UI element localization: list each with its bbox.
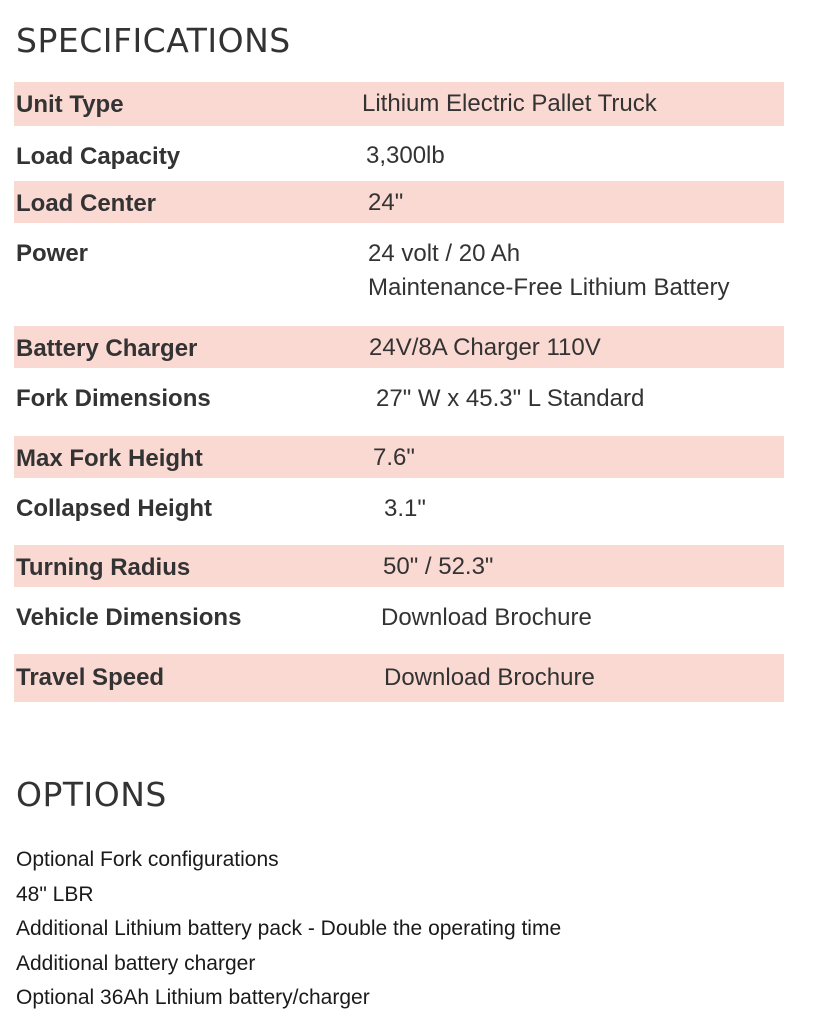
spec-value: Download Brochure <box>381 604 592 631</box>
spec-label: Collapsed Height <box>16 495 213 522</box>
spec-row-load-capacity <box>14 126 784 181</box>
spec-row-vehicle-dimensions <box>14 587 784 654</box>
spec-label: Power <box>16 240 89 267</box>
spec-label: Fork Dimensions <box>16 385 211 412</box>
spec-value <box>368 237 730 305</box>
spec-label: Travel Speed <box>16 664 165 691</box>
spec-row-load-center <box>14 181 784 223</box>
spec-label: Vehicle Dimensions <box>16 604 242 631</box>
list-item: Additional battery charger <box>16 951 256 975</box>
list-item: Optional Fork configurations <box>16 848 279 871</box>
spec-value-line: Maintenance-Free Lithium Battery <box>368 274 730 301</box>
spec-row-fork-dimensions <box>14 368 784 436</box>
specifications-heading: SPECIFICATIONS <box>16 21 291 60</box>
spec-label: Turning Radius <box>16 554 191 581</box>
list-item: Optional 36Ah Lithium battery/charger <box>16 986 370 1009</box>
spec-value: 24V/8A Charger 110V <box>369 334 601 361</box>
spec-value: 24" <box>368 189 404 216</box>
spec-row-collapsed-height <box>14 478 784 545</box>
spec-value: Download Brochure <box>384 664 595 691</box>
options-list <box>16 843 561 1016</box>
spec-value: 50" / 52.3" <box>383 553 494 580</box>
spec-value: 7.6" <box>373 444 415 471</box>
spec-value: 3.1" <box>384 495 426 522</box>
spec-label: Battery Charger <box>16 335 198 362</box>
specifications-table <box>14 82 784 702</box>
spec-value: 27" W x 45.3" L Standard <box>376 385 645 412</box>
list-item: 48" LBR <box>16 882 94 906</box>
spec-row-battery-charger <box>14 326 784 368</box>
spec-value-line: 24 volt / 20 Ah <box>368 240 521 267</box>
spec-row-travel-speed <box>14 654 784 702</box>
spec-label: Unit Type <box>16 91 124 118</box>
spec-value: 3,300lb <box>366 142 445 169</box>
spec-label: Load Center <box>16 190 157 217</box>
options-heading: OPTIONS <box>16 775 167 814</box>
spec-row-unit-type <box>14 82 784 126</box>
spec-row-max-fork-height <box>14 436 784 478</box>
spec-label: Max Fork Height <box>16 445 203 472</box>
list-item: Additional Lithium battery pack - Double the operating time <box>16 917 562 940</box>
spec-label: Load Capacity <box>16 143 181 170</box>
spec-row-power <box>14 223 784 326</box>
spec-row-turning-radius <box>14 545 784 587</box>
spec-value: Lithium Electric Pallet Truck <box>362 90 657 117</box>
